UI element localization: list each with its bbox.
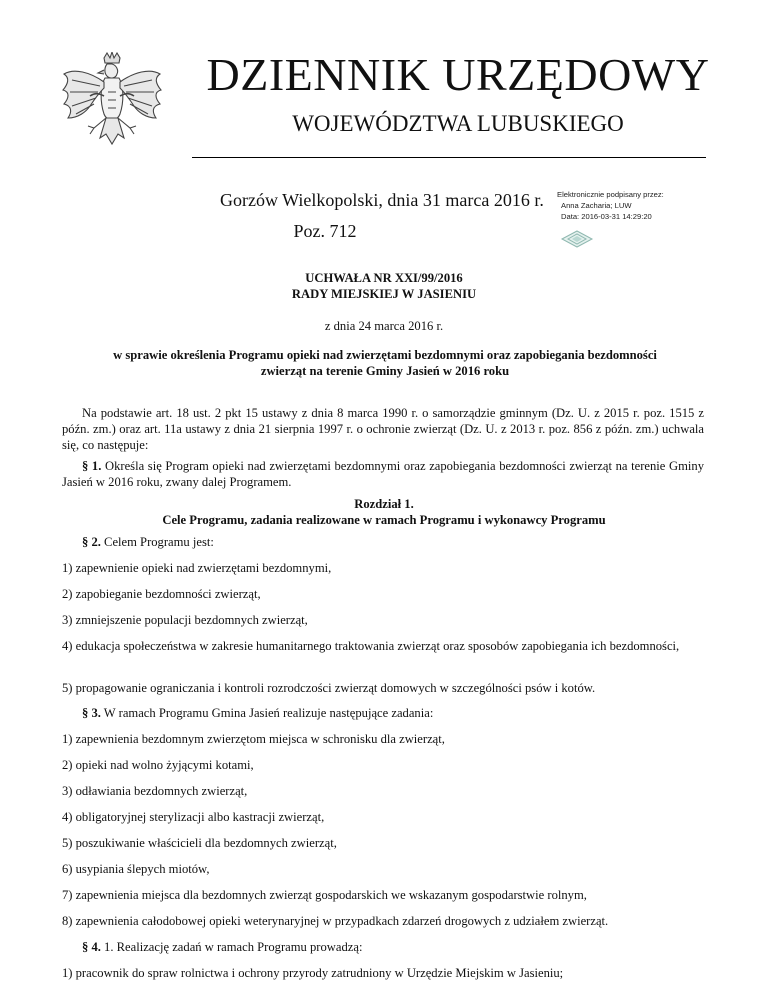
- chapter-1-heading: Rozdział 1.: [354, 497, 414, 511]
- section-2-label: § 2.: [82, 535, 101, 549]
- list-item: 6) usypiania ślepych miotów,: [62, 862, 210, 876]
- position-number: Poz. 712: [293, 221, 357, 241]
- section-3: [62, 705, 724, 721]
- section-2: [62, 534, 724, 550]
- signature-check-icon: [560, 230, 594, 248]
- list-item: 5) propagowanie ograniczania i kontroli rozrodczości zwierząt domowych w szczególności psów i kotów.: [62, 681, 596, 695]
- section-1-text: Określa się Program opieki nad zwierzętami bezdomnymi oraz zapobiegania bezdomności zwierząt na terenie Gminy Jasień w 2016 roku, zwany dalej Programem.: [62, 459, 704, 489]
- list-item: 1) zapewnienie opieki nad zwierzętami bezdomnymi,: [62, 561, 332, 575]
- resolution-date: z dnia 24 marca 2016 r.: [324, 319, 444, 333]
- section-4-text: 1. Realizację zadań w ramach Programu prowadzą:: [100, 940, 363, 954]
- resolution-title: [0, 270, 768, 302]
- coat-of-arms-eagle-icon: [60, 52, 164, 168]
- signature-line-1: Elektronicznie podpisany przez:: [557, 190, 664, 199]
- place-and-date: Gorzów Wielkopolski, dnia 31 marca 2016 r.: [220, 190, 544, 210]
- resolution-number: UCHWAŁA NR XXI/99/2016: [305, 271, 463, 285]
- resolution-subject: [70, 347, 700, 379]
- section-4-label: § 4.: [82, 940, 101, 954]
- list-item: 1) pracownik do spraw rolnictwa i ochrony przyrody zatrudniony w Urzędzie Miejskim w Jasieniu;: [62, 966, 564, 980]
- signature-line-3: Data: 2016-03-31 14:29:20: [561, 212, 652, 221]
- section-4: [62, 939, 724, 955]
- header-divider: [192, 157, 706, 158]
- subject-line-2: zwierząt na terenie Gminy Jasień w 2016 roku: [260, 364, 510, 378]
- resolution-council: RADY MIEJSKIEJ W JASIENIU: [291, 287, 477, 301]
- list-item: 3) odławiania bezdomnych zwierząt,: [62, 784, 248, 798]
- list-item: 4) obligatoryjnej sterylizacji albo kastracji zwierząt,: [62, 810, 325, 824]
- publication-title: DZIENNIK URZĘDOWY: [206, 49, 710, 100]
- publication-subtitle: WOJEWÓDZTWA LUBUSKIEGO: [292, 111, 624, 136]
- section-1: [62, 458, 704, 490]
- electronic-signature-block: [557, 189, 707, 222]
- section-3-label: § 3.: [82, 706, 101, 720]
- signature-line-2: Anna Zacharia; LUW: [561, 201, 632, 210]
- list-item: 5) poszukiwanie właścicieli dla bezdomnych zwierząt,: [62, 836, 337, 850]
- subject-line-1: w sprawie określenia Programu opieki nad zwierzętami bezdomnymi oraz zapobiegania bezdomności: [113, 348, 657, 362]
- section-2-text: Celem Programu jest:: [100, 535, 214, 549]
- section-3-text: W ramach Programu Gmina Jasień realizuje następujące zadania:: [100, 706, 434, 720]
- list-item: 7) zapewnienia miejsca dla bezdomnych zwierząt gospodarskich we wskazanym gospodarstwie rolnym,: [62, 888, 587, 902]
- list-item: 2) opieki nad wolno żyjącymi kotami,: [62, 758, 254, 772]
- section-1-label: § 1.: [82, 459, 102, 473]
- list-item: 3) zmniejszenie populacji bezdomnych zwierząt,: [62, 613, 308, 627]
- list-item: 8) zapewnienia całodobowej opieki weterynaryjnej w przypadkach zdarzeń drogowych z udziałem zwierząt.: [62, 914, 609, 928]
- list-item: 1) zapewnienia bezdomnym zwierzętom miejsca w schronisku dla zwierząt,: [62, 732, 445, 746]
- list-item: 2) zapobieganie bezdomności zwierząt,: [62, 587, 261, 601]
- preamble: Na podstawie art. 18 ust. 2 pkt 15 ustawy z dnia 8 marca 1990 r. o samorządzie gminnym (Dz. U. z 2015 r. poz. 1515 z późn. zm.) oraz art. 11a ustawy z dnia 21 sierpnia 1997 r. o ochronie zwierząt (Dz. U. z 2013 r. poz. 856 z późn. zm.) uchwala się, co następuje:: [62, 406, 704, 452]
- list-item: 4) edukacja społeczeństwa w zakresie humanitarnego traktowania zwierząt oraz sposobów zapobiegania ich bezdomności,: [62, 639, 680, 653]
- chapter-1-title: Cele Programu, zadania realizowane w ramach Programu i wykonawcy Programu: [162, 513, 606, 527]
